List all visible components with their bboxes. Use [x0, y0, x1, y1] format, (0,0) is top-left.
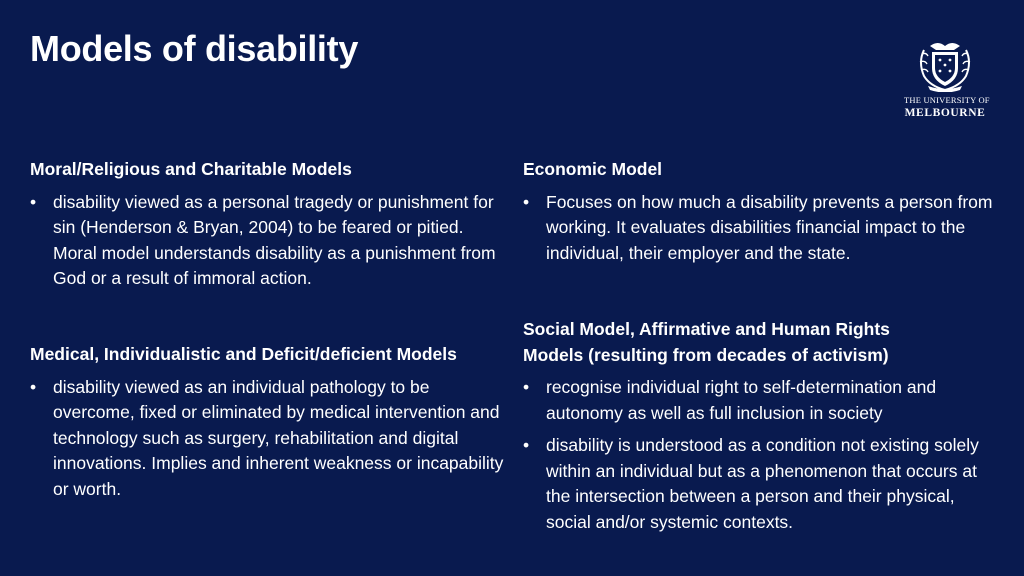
economic-model-section: [523, 157, 998, 273]
medical-model-heading: Medical, Individualistic and Deficit/deficient Models: [30, 344, 457, 364]
list-item: [523, 190, 998, 267]
social-model-section: [523, 317, 998, 542]
university-crest-icon: [916, 40, 974, 92]
bullet-icon: •: [523, 191, 530, 212]
social-model-heading: Social Model, Affirmative and Human Rights Models (resulting from decades of activism): [523, 319, 890, 365]
list-item: [523, 433, 998, 535]
medical-model-list: [30, 375, 510, 503]
list-item-text: disability is understood as a condition not existing solely within an individual but as a phenomenon that occurs at the intersection between a person and their physical, social and/or systemic contexts.: [546, 435, 979, 532]
slide-title: Models of disability: [30, 28, 359, 69]
bullet-icon: •: [523, 377, 530, 397]
moral-model-section: [30, 157, 505, 299]
logo-university-of-text: THE UNIVERSITY OF: [904, 95, 990, 105]
list-item-text: recognise individual right to self-determination and autonomy as well as full inclusion in society: [546, 377, 937, 423]
list-item-text: disability viewed as a personal tragedy or punishment for sin (Henderson & Bryan, 2004) to be feared or pitied. Moral model understands disability as a punishment from God or a result of immoral action.: [53, 191, 496, 288]
logo-melbourne-text: MELBOURNE: [904, 107, 986, 119]
moral-model-list: [30, 190, 505, 292]
bullet-icon: •: [30, 376, 37, 397]
medical-model-section: [30, 342, 510, 509]
economic-model-heading: Economic Model: [523, 159, 663, 179]
moral-model-heading: Moral/Religious and Charitable Models: [30, 159, 352, 179]
list-item: [30, 190, 505, 292]
list-item: [30, 375, 510, 503]
list-item: [523, 375, 998, 426]
university-logo: [904, 40, 990, 124]
social-model-list: [523, 375, 998, 535]
list-item-text: disability viewed as an individual pathology to be overcome, fixed or eliminated by medical intervention and technology such as surgery, rehabilitation and digital innovations. Implies and inherent weakness or incapability or worth.: [53, 376, 504, 499]
list-item-text: Focuses on how much a disability prevents a person from working. It evaluates disabilities financial impact to the individual, their employer and the state.: [546, 191, 993, 263]
bullet-icon: •: [30, 191, 37, 212]
economic-model-list: [523, 190, 998, 267]
bullet-icon: •: [523, 435, 530, 455]
